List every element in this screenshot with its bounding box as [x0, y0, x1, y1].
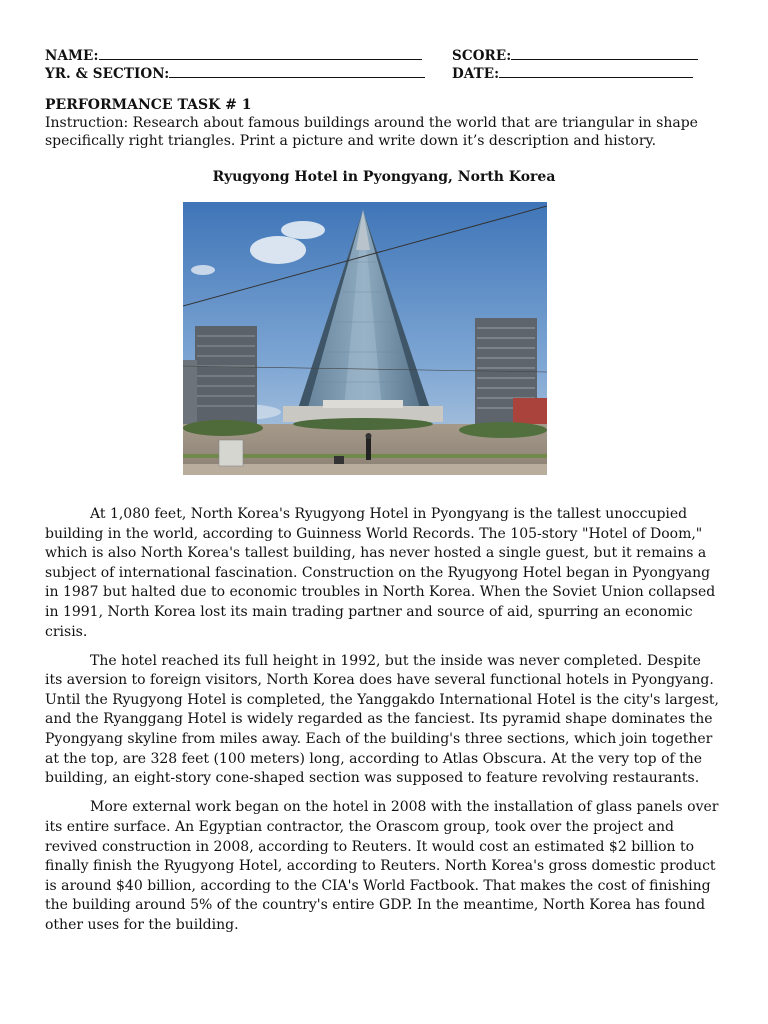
article-body — [45, 505, 721, 945]
score-blank — [511, 46, 698, 60]
task-title: PERFORMANCE TASK # 1 — [45, 97, 252, 113]
name-label: NAME: — [45, 48, 99, 64]
date-label: DATE: — [452, 66, 500, 82]
score-field — [452, 46, 698, 64]
name-field — [45, 46, 422, 64]
article-title: Ryugyong Hotel in Pyongyang, North Korea — [212, 169, 556, 185]
article-paragraph: At 1,080 feet, North Korea's Ryugyong Hotel in Pyongyang is the tallest unoccupied building in the world, according to Guinness World Records. The 105-story "Hotel of Doom," which is also North Korea's tallest building, has never hosted a single guest, but it remains a subject of international fascination. Construction on the Ryugyong Hotel began in Pyongyang in 1987 but halted due to economic troubles in North Korea. When the Soviet Union collapsed in 1991, North Korea lost its main trading partner and source of aid, spurring an economic crisis. — [45, 506, 716, 640]
section-label: YR. & SECTION: — [45, 66, 170, 82]
date-blank — [499, 64, 693, 78]
score-label: SCORE: — [452, 48, 512, 64]
task-instruction: Instruction: Research about famous buildings around the world that are triangular in shape specifically right triangles. Print a picture and write down it’s description and history. — [45, 115, 698, 149]
hotel-photo — [183, 202, 547, 475]
name-blank — [99, 46, 422, 60]
section-field — [45, 64, 425, 82]
date-field — [452, 64, 693, 82]
article-paragraph: The hotel reached its full height in 1992, but the inside was never completed. Despite its aversion to foreign visitors, North Korea does have several functional hotels in Pyongyang. Until the Ryugyong Hotel is completed, the Yanggakdo International Hotel is the city's largest, and the Ryanggang Hotel is widely regarded as the fanciest. Its pyramid shape dominates the Pyongyang skyline from miles away. Each of the building's three sections, which join together at the top, are 328 feet (100 meters) long, according to Atlas Obscura. At the very top of the building, an eight-story cone-shaped section was supposed to feature revolving restaurants. — [45, 652, 719, 787]
section-blank — [169, 64, 425, 78]
article-paragraph: More external work began on the hotel in 2008 with the installation of glass panels over its entire surface. An Egyptian contractor, the Orascom group, took over the project and revived construction in 2008, according to Reuters. It would cost an estimated $2 billion to finally finish the Ryugyong Hotel, according to Reuters. North Korea's gross domestic product is around $40 billion, according to the CIA's World Factbook. That makes the cost of finishing the building around 5% of the country's entire GDP. In the meantime, North Korea has found other uses for the building. — [45, 799, 719, 933]
task-block — [45, 96, 735, 150]
